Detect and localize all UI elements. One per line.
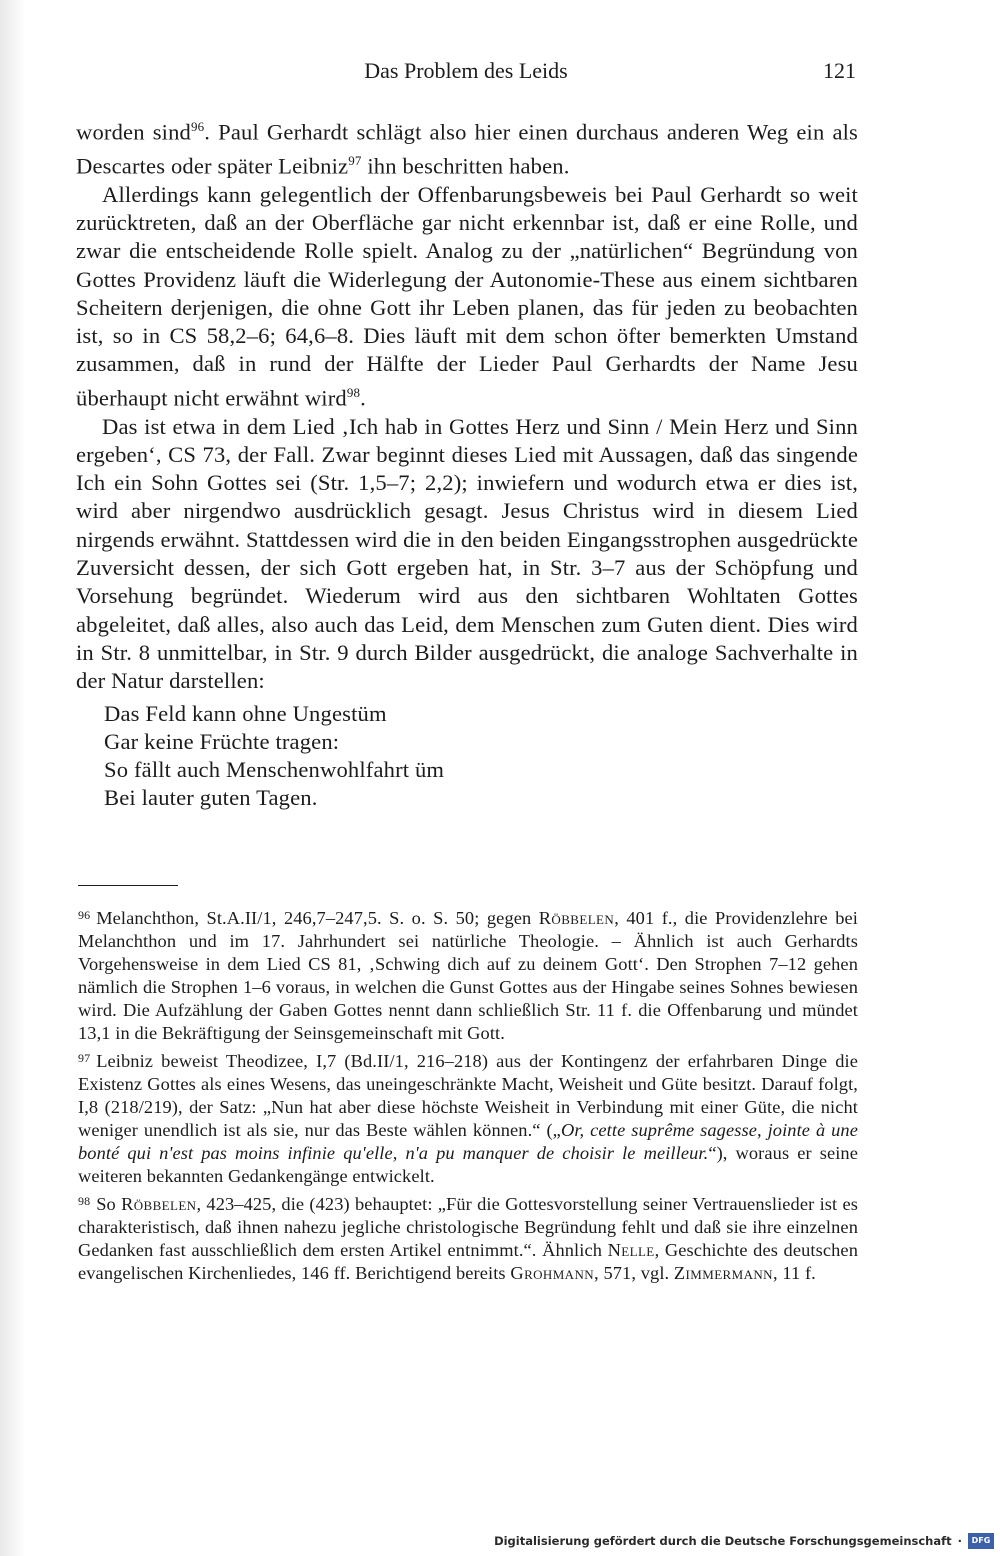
footnote-ref-97[interactable]: 97: [348, 152, 362, 168]
author-name: Zimmermann: [673, 1263, 773, 1283]
page-edge-shadow: [0, 0, 26, 1556]
digitization-banner: [494, 1530, 994, 1552]
footnote-ref-96[interactable]: 96: [190, 119, 205, 134]
page-number: 121: [823, 58, 856, 83]
author-name: Nelle: [607, 1240, 655, 1260]
verse-quote: [104, 700, 858, 813]
running-title: Das Problem des Leids: [364, 58, 568, 83]
verse-line: Gar keine Früchte tragen:: [104, 728, 340, 754]
verse-line: Das Feld kann ohne Ungestüm: [104, 700, 387, 726]
author-name: Röbbelen: [121, 1194, 197, 1214]
footnote-divider: [78, 885, 178, 886]
footnote-mark: 96: [78, 908, 91, 922]
paragraph-1: worden sind$^{96}$. Paul Gerhardt schlägt also hier einen durchaus anderen Weg ein als Descartes oder später Leibniz$^{97}$ ihn beschritten haben.: [76, 119, 858, 179]
footnotes: [78, 904, 858, 1287]
footnote-98: $^{98}$ So Röbbelen, 423–425, die (423) behauptet: „Für die Gottesvorstellung seiner Vertrauenslieder ist es charakteristisch, daß ihnen nahezu jegliche christologische Begründung fehlt und daß sie ihre einzelnen Gedanken fast ausschließlich dem ersten Artikel entnimmt.“. Ähnlich Nelle, Geschichte des deutschen evangelischen Kirchenliedes, 146 ff. Berichtigend bereits Grohmann, 571, vgl. Zimmermann, 11 f.: [78, 1194, 858, 1283]
author-name: Grohmann: [510, 1263, 595, 1283]
running-head: [76, 56, 856, 86]
paragraph-2: Allerdings kann gelegentlich der Offenbarungsbeweis bei Paul Gerhardt so weit zurücktreten, daß an der Oberfläche gar nicht erkennbar ist, daß er eine Rolle, und zwar die entscheidende Rolle spielt. Analog zu der „natürlichen“ Begründung von Gottes Providenz läuft die Widerlegung der Autonomie-These aus einem sichtbaren Scheitern derjenigen, die ohne Gott ihr Leben planen, das für jeden zu beobachten ist, so in CS 58,2–6; 64,6–8. Dies läuft mit dem schon öfter bemerkten Umstand zusammen, daß in rund der Hälfte der Lieder Paul Gerhardts der Name Jesu überhaupt nicht erwähnt wird$^{98}$.: [76, 181, 858, 411]
banner-separator: ·: [957, 1534, 962, 1548]
dfg-logo-icon: DFG: [968, 1533, 994, 1549]
footnote-mark: 97: [78, 1051, 91, 1065]
verse-line: Bei lauter guten Tagen.: [104, 785, 318, 811]
verse-line: So fällt auch Menschenwohlfahrt üm: [104, 757, 445, 783]
author-name: Röbbelen: [538, 908, 615, 928]
footnote-96: $^{96}$ Melanchthon, St.A.II/1, 246,7–247,5. S. o. S. 50; gegen Röbbelen, 401 f., die Providenzlehre bei Melanchthon und im 17. Jahrhundert sei natürliche Theologie. – Ähnlich ist auch Gerhardts Vorgehensweise in dem Lied CS 81, ‚Schwing dich auf zu deinem Gott‘. Den Strophen 7–12 gehen nämlich die Strophen 1–6 voraus, in welchen die Gunst Gottes aus der Hingabe seines Sohnes bewiesen wird. Die Aufzählung der Gaben Gottes nennt dann schließlich Str. 11 f. die Offenbarung und mündet 13,1 in die Bekräftigung der Seinsgemeinschaft mit Gott.: [78, 908, 858, 1043]
footnote-mark: 98: [78, 1194, 91, 1208]
banner-text: Digitalisierung gefördert durch die Deutsche Forschungsgemeinschaft: [494, 1534, 952, 1548]
main-text: [76, 113, 858, 813]
footnote-ref-98[interactable]: 98: [346, 384, 361, 400]
french-quote: Or, cette suprême sagesse, jointe à une bonté qui n'est pas moins infinie qu'elle, n'a pu manquer de choisir le meilleur.: [78, 1120, 858, 1163]
footnote-97: $^{97}$ Leibniz beweist Theodizee, I,7 (Bd.II/1, 216–218) aus der Kontingenz der erfahrbaren Dinge die Existenz Gottes als eines Wesens, das uneingeschränkte Macht, Weisheit und Güte besitzt. Darauf folgt, I,8 (218/219), der Satz: „Nun hat aber diese höchste Weisheit in Verbindung mit einer Güte, die nicht weniger unendlich ist als sie, nur das Beste wählen können.“ („Or, cette suprême sagesse, jointe à une bonté qui n'est pas moins infinie qu'elle, n'a pu manquer de choisir le meilleur.“), woraus er seine weiteren bekannten Gedankengänge entwickelt.: [78, 1051, 858, 1186]
paragraph-3: Das ist etwa in dem Lied ‚Ich hab in Gottes Herz und Sinn / Mein Herz und Sinn ergeben‘, CS 73, der Fall. Zwar beginnt dieses Lied mit Aussagen, daß das singende Ich ein Sohn Gottes sei (Str. 1,5–7; 2,2); inwiefern und wodurch etwa er dies ist, wird aber nirgendwo ausdrücklich gesagt. Jesus Christus wird in diesem Lied nirgends erwähnt. Stattdessen wird die in den beiden Eingangsstrophen ausgedrückte Zuversicht dessen, der sich Gott ergeben hat, in Str. 3–7 aus der Schöpfung und Vorsehung begründet. Wiederum wird aus den sichtbaren Wohltaten Gottes abgeleitet, daß alles, also auch das Leid, dem Menschen zum Guten dient. Dies wird in Str. 8 unmittelbar, in Str. 9 durch Bilder ausgedrückt, die analoge Sachverhalte in der Natur darstellen:: [76, 413, 858, 694]
